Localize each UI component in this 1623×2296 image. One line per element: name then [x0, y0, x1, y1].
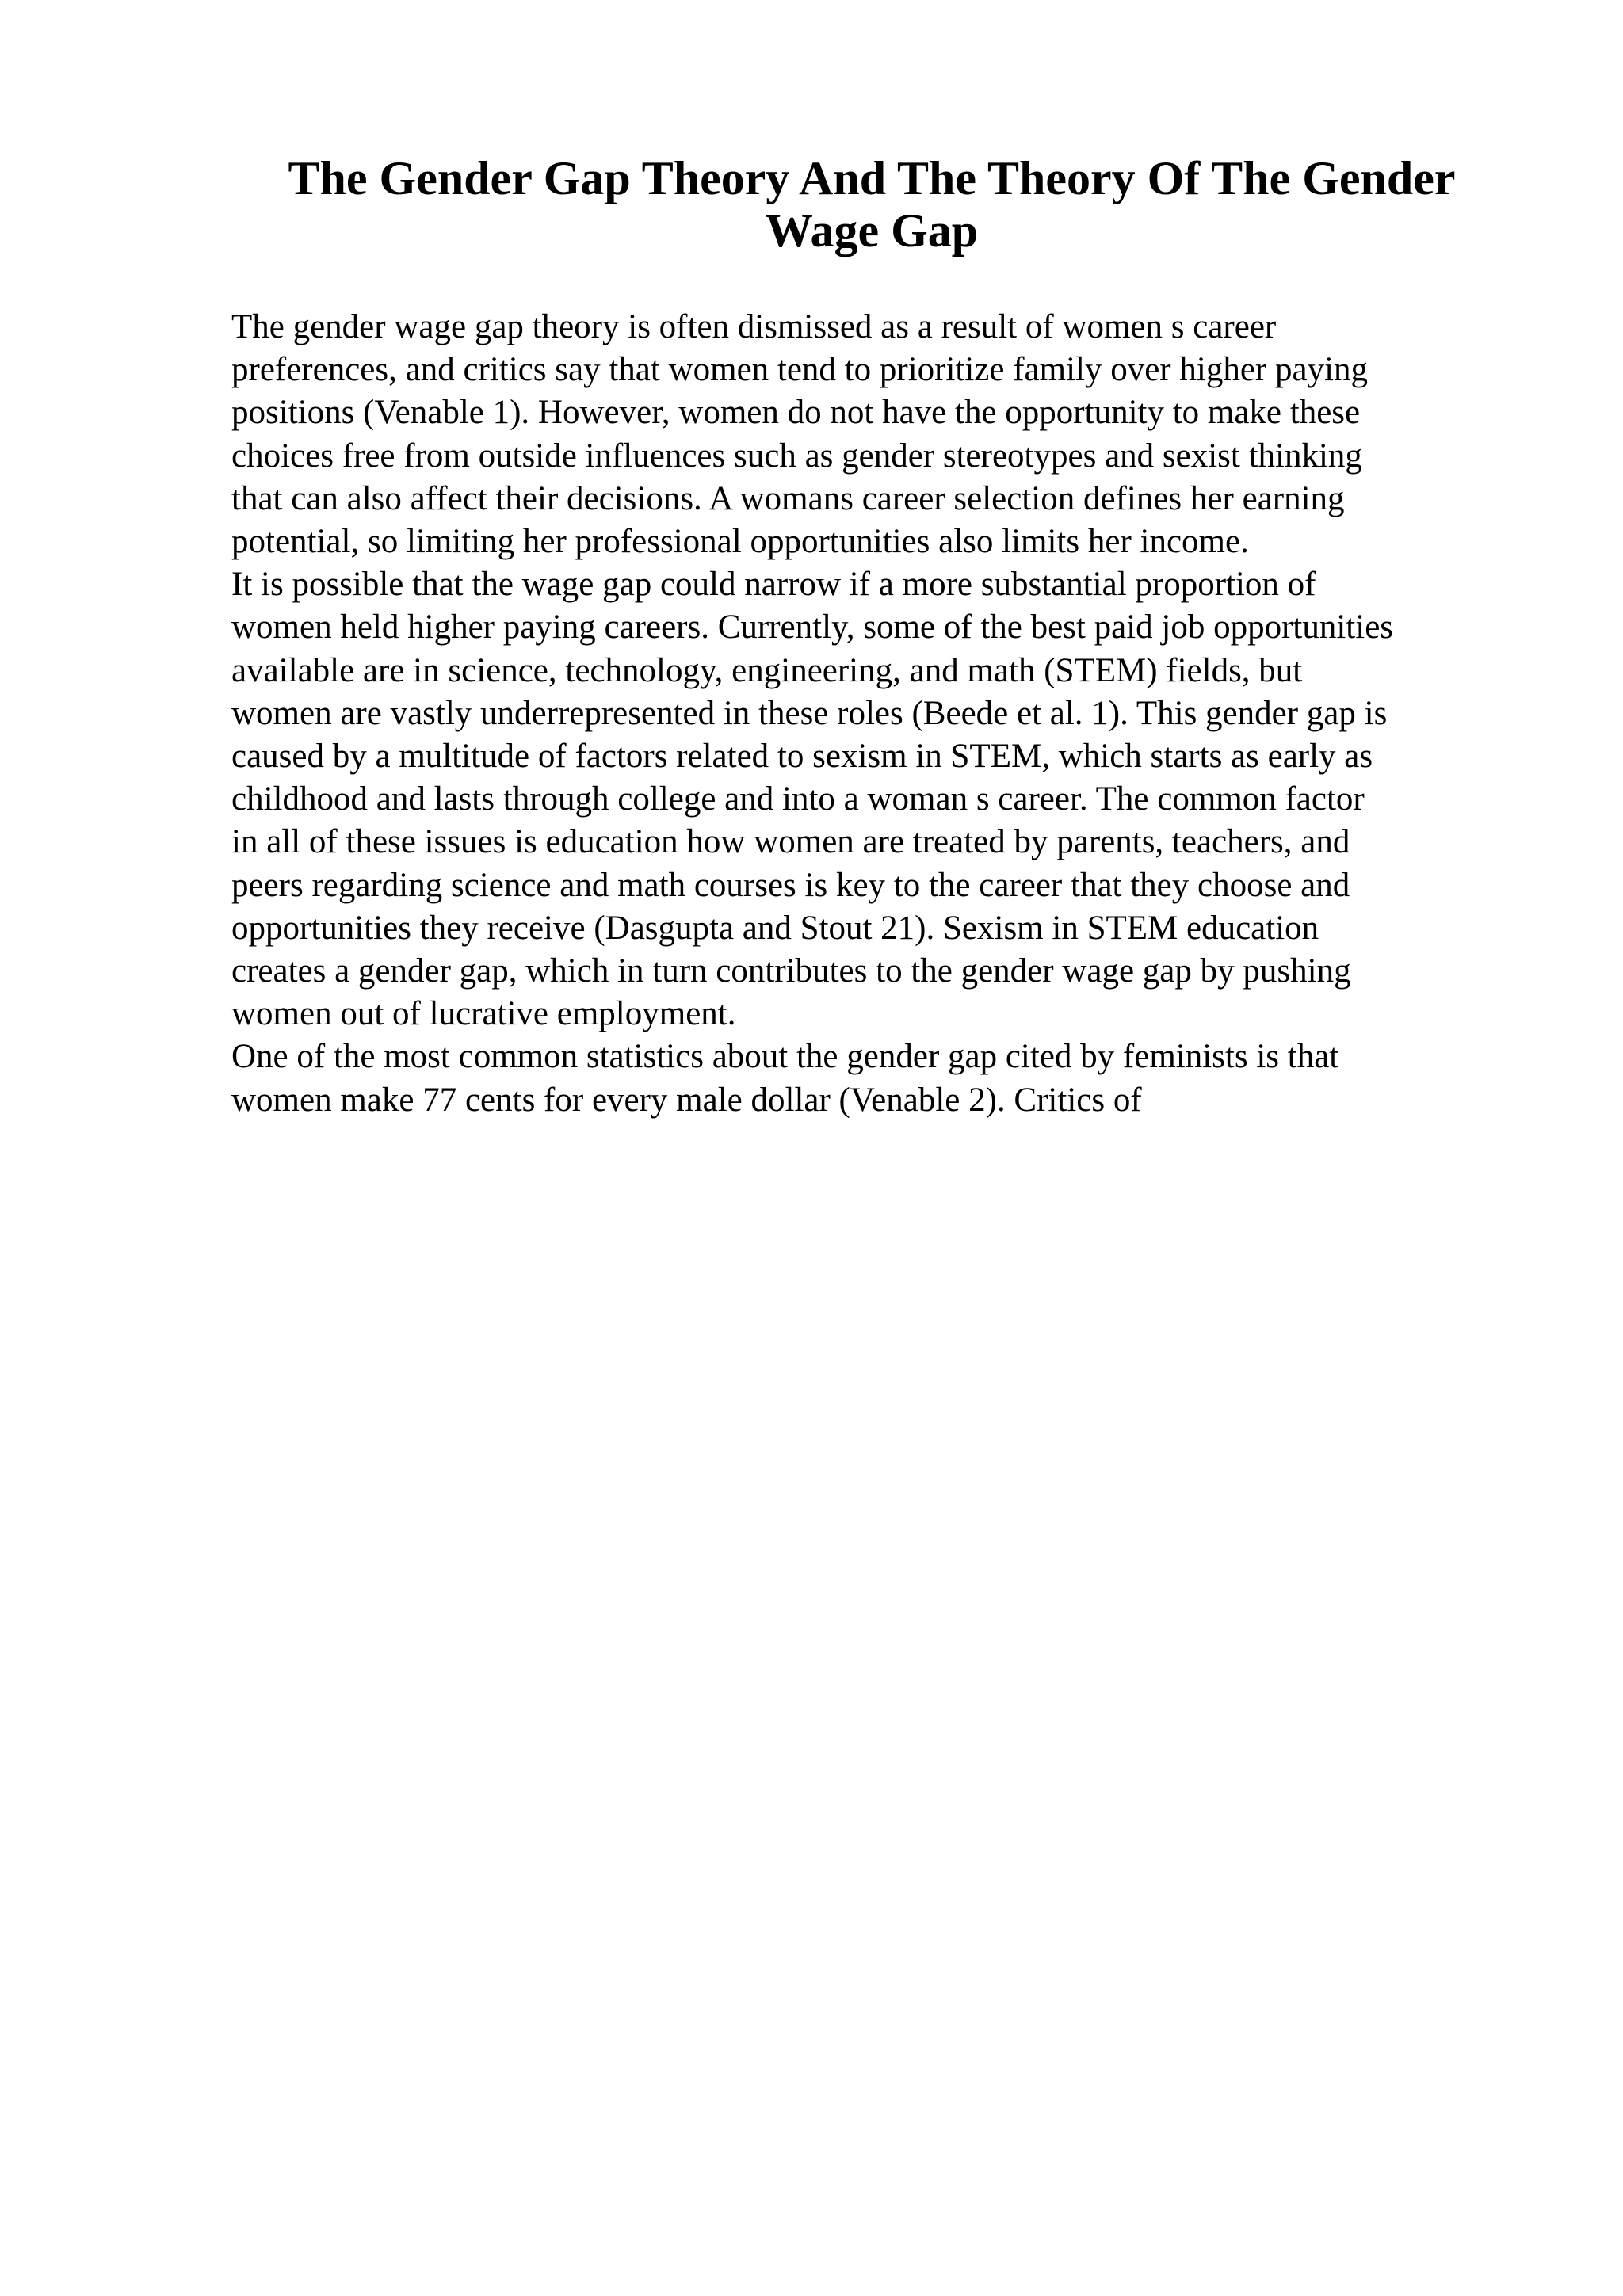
text-line: childhood and lasts through college and into a woman s career. The common factor	[231, 780, 1365, 818]
text-line: One of the most common statistics about the gender gap cited by feminists is that	[231, 1038, 1339, 1076]
document-title: The Gender Gap Theory And The Theory Of The Gender Wage Gap	[288, 152, 1456, 257]
text-line: women make 77 cents for every male dollar (Venable 2). Critics of	[231, 1081, 1142, 1119]
text-line: women are vastly underrepresented in these roles (Beede et al. 1). This gender gap is	[231, 694, 1388, 732]
text-line: The gender wage gap theory is often dismissed as a result of women s career	[231, 308, 1277, 345]
text-line: potential, so limiting her professional opportunities also limits her income.	[231, 523, 1249, 561]
text-line: available are in science, technology, engineering, and math (STEM) fields, but	[231, 651, 1303, 689]
text-line: choices free from outside influences such as gender stereotypes and sexist thinking	[231, 437, 1362, 475]
text-line: in all of these issues is education how women are treated by parents, teachers, and	[231, 823, 1350, 861]
text-line: women held higher paying careers. Currently, some of the best paid job opportunities	[231, 608, 1394, 646]
document-body	[231, 306, 1515, 1122]
text-line: It is possible that the wage gap could narrow if a more substantial proportion of	[231, 566, 1316, 604]
text-line: creates a gender gap, which in turn contributes to the gender wage gap by pushing	[231, 952, 1351, 990]
paragraph-3	[231, 1035, 1515, 1121]
text-line: that can also affect their decisions. A womans career selection defines her earning	[231, 479, 1345, 517]
paragraph-2	[231, 563, 1515, 1035]
text-line: preferences, and critics say that women tend to prioritize family over higher paying	[231, 351, 1369, 389]
text-line: peers regarding science and math courses is key to the career that they choose and	[231, 866, 1350, 904]
paragraph-1	[231, 306, 1515, 563]
text-line: women out of lucrative employment.	[231, 995, 736, 1033]
text-line: opportunities they receive (Dasgupta and Stout 21). Sexism in STEM education	[231, 909, 1319, 947]
text-line: positions (Venable 1). However, women do not have the opportunity to make these	[231, 394, 1361, 432]
text-line: caused by a multitude of factors related to sexism in STEM, which starts as early as	[231, 738, 1373, 776]
